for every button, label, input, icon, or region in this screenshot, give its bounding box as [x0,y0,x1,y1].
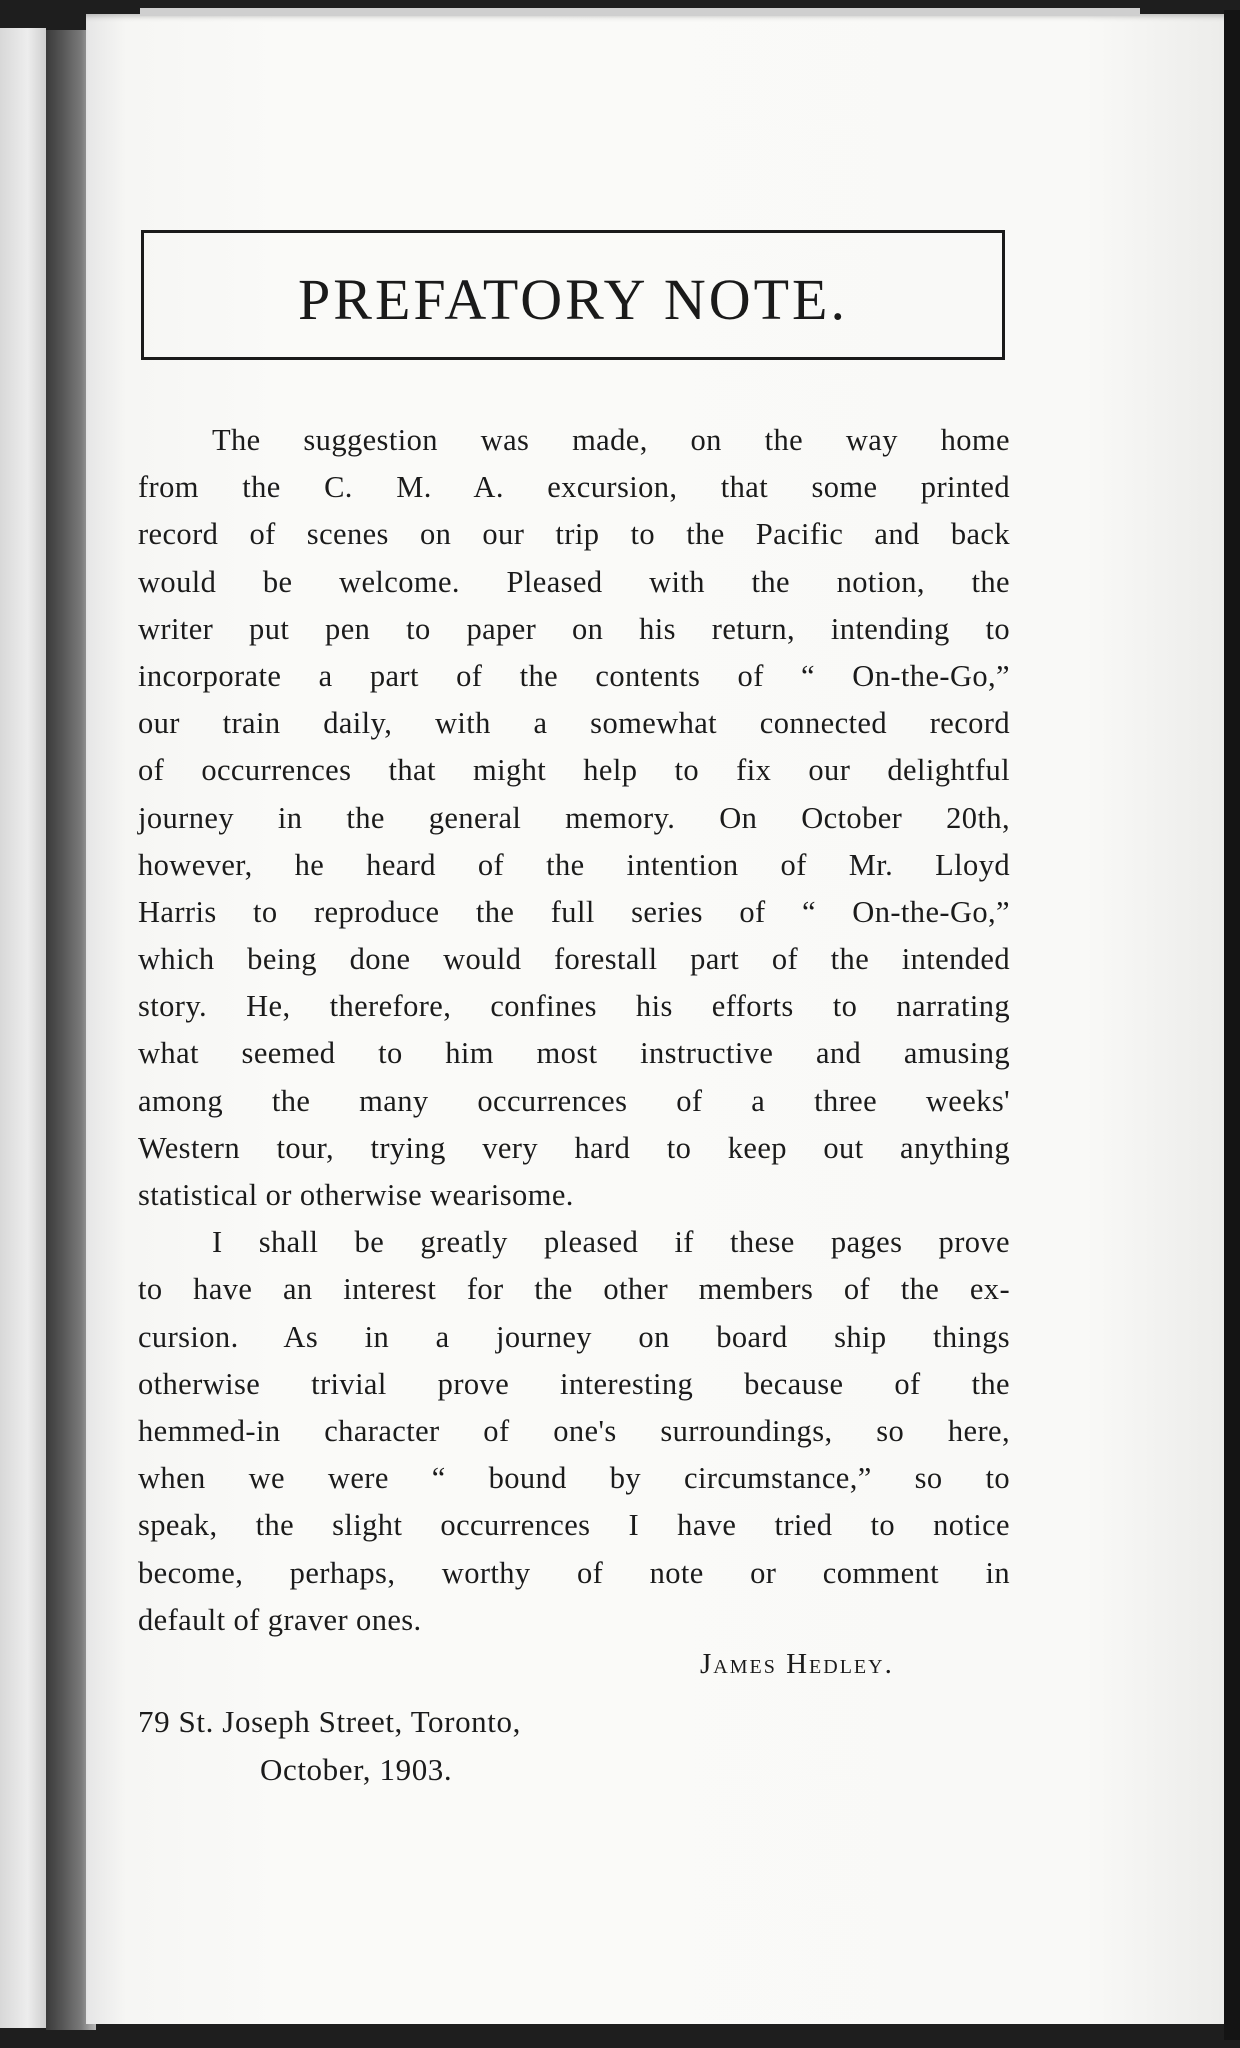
text-line: what seemed to him most instructive and amusing [138,1036,1010,1071]
text-line: which being done would forestall part of the intended [138,942,1010,977]
text-line: among the many occurrences of a three weeks' [138,1083,1010,1118]
text-line: of occurrences that might help to fix our delightful [138,753,1010,788]
title-frame [141,230,1005,360]
text-line: statistical or otherwise wearisome. [138,1178,574,1212]
facing-page-edge [0,28,46,2028]
text-line: would be welcome. Pleased with the notion, the [138,564,1010,599]
text-line: to have an interest for the other members of the ex- [138,1272,1010,1307]
prefatory-note-body [138,417,1010,1644]
page-right-edge [1224,10,1240,2040]
text-line: journey in the general memory. On October 20th, [138,800,1010,835]
text-line: The suggestion was made, on the way home [212,423,1010,457]
text-line: incorporate a part of the contents of “ On-the-Go,” [138,658,1010,693]
text-line: speak, the slight occurrences I have tried to notice [138,1508,1010,1543]
text-line: hemmed-in character of one's surroundings, so here, [138,1413,1010,1448]
text-line: default of graver ones. [138,1602,422,1637]
text-line: writer put pen to paper on his return, intending to [138,611,1010,646]
text-line: record of scenes on our trip to the Pacific and back [138,517,1010,552]
text-line: our train daily, with a somewhat connected record [138,706,1010,741]
address-date: October, 1903. [260,1752,453,1787]
text-line: cursion. As in a journey on board ship things [138,1319,1010,1354]
text-line: become, perhaps, worthy of note or comment in [138,1555,1010,1590]
paragraph [138,1219,1010,1644]
paragraph [138,417,1010,1219]
address-street: 79 St. Joseph Street, Toronto, [138,1704,521,1739]
page-top-edge [140,8,1140,16]
text-line: I shall be greatly pleased if these pages prove [212,1225,1010,1260]
text-line: Western tour, trying very hard to keep out anything [138,1130,1010,1165]
text-line: from the C. M. A. excursion, that some printed [138,470,1010,505]
address-block [138,1698,521,1794]
page-title: PREFATORY NOTE. [298,266,848,332]
text-line: otherwise trivial prove interesting because of the [138,1366,1010,1401]
text-line: story. He, therefore, confines his efforts to narrating [138,989,1010,1024]
text-line: Harris to reproduce the full series of “ On-the-Go,” [138,894,1010,929]
author-signature: James Hedley. [700,1648,894,1680]
text-line: when we were “ bound by circumstance,” so to [138,1461,1010,1496]
text-line: however, he heard of the intention of Mr. Lloyd [138,847,1010,882]
